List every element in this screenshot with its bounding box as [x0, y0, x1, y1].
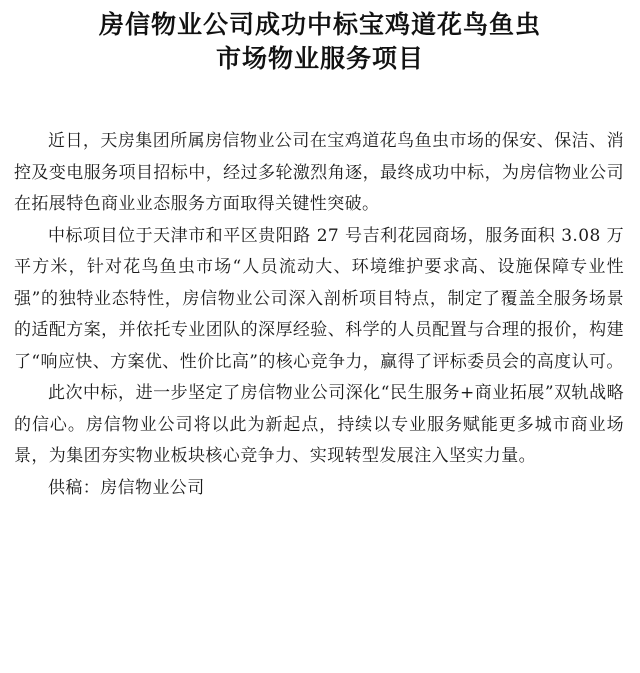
article-paragraph-1: 近日，天房集团所属房信物业公司在宝鸡道花鸟鱼虫市场的保安、保洁、消控及变电服务项目招标中，经过多轮激烈角逐，最终成功中标，为房信物业公司在拓展特色商业业态服务方面取得关键性突破。: [14, 131, 624, 214]
article-title: [0, 8, 640, 76]
article-contributor: 供稿：房信物业公司: [48, 477, 205, 498]
article-title-line-1: 房信物业公司成功中标宝鸡道花鸟鱼虫: [98, 10, 541, 39]
article-paragraph-2: 中标项目位于天津市和平区贵阳路 27 号吉利花园商场，服务面积 3.08 万平方米，针对花鸟鱼虫市场“人员流动大、环境维护要求高、设施保障专业性强”的独特业态特性，房信物业公司深入剖析项目特点，制定了覆盖全服务场景的适配方案，并依托专业团队的深厚经验、科学的人员配置与合理的报价，构建了“响应快、方案优、性价比高”的核心竞争力，赢得了评标委员会的高度认可。: [14, 225, 624, 372]
article-title-line-2: 市场物业服务项目: [215, 44, 424, 73]
article-paragraph-3: 此次中标，进一步坚定了房信物业公司深化“民生服务+商业拓展”双轨战略的信心。房信物业公司将以此为新起点，持续以专业服务赋能更多城市商业场景，为集团夯实物业板块核心竞争力、实现转型发展注入坚实力量。: [14, 383, 624, 466]
article-body: [0, 126, 640, 504]
